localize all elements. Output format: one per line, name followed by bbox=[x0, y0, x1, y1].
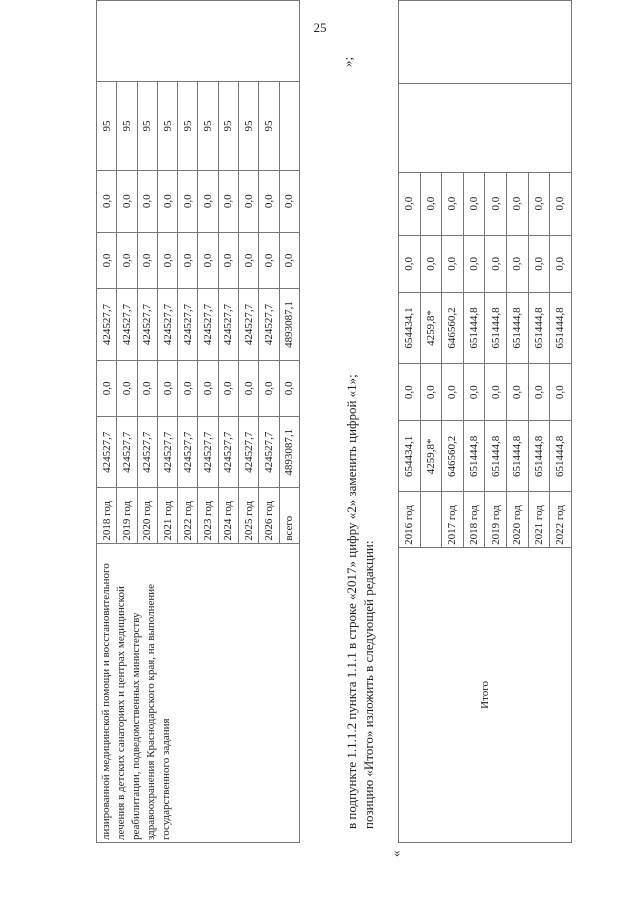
value-cell: 424527,7 bbox=[157, 416, 177, 487]
value-cell: 0,0 bbox=[399, 364, 421, 421]
value-cell: 424527,7 bbox=[97, 289, 117, 360]
value-cell: 424527,7 bbox=[117, 416, 137, 487]
value-cell: 424527,7 bbox=[178, 289, 198, 360]
value-cell: 424527,7 bbox=[239, 289, 259, 360]
value-cell: 0,0 bbox=[550, 364, 572, 421]
value-cell: 95 bbox=[198, 82, 218, 170]
value-cell: 0,0 bbox=[528, 364, 550, 421]
value-cell: 0,0 bbox=[506, 235, 528, 292]
value-cell: 0,0 bbox=[157, 170, 177, 232]
value-cell: 424527,7 bbox=[157, 289, 177, 360]
value-cell: 0,0 bbox=[485, 172, 507, 235]
value-cell: 0,0 bbox=[528, 235, 550, 292]
value-cell: 0,0 bbox=[97, 170, 117, 232]
value-cell bbox=[279, 82, 299, 170]
year-cell: 2026 год bbox=[259, 488, 279, 543]
row-description: лизированной медицинской помощи и восстановительного лечения в детских санаториях и центрах медицинской реабилитации, подведомственных министерству здравоохранения Краснодарского края, на выполнение государственного задания bbox=[97, 543, 300, 842]
value-cell: 95 bbox=[97, 82, 117, 170]
value-cell: 95 bbox=[259, 82, 279, 170]
value-cell: 0,0 bbox=[198, 360, 218, 416]
value-cell: 0,0 bbox=[97, 360, 117, 416]
value-cell: 95 bbox=[137, 82, 157, 170]
value-cell: 0,0 bbox=[259, 360, 279, 416]
value-cell: 0,0 bbox=[463, 172, 485, 235]
value-cell: 424527,7 bbox=[259, 416, 279, 487]
value-cell: 0,0 bbox=[463, 235, 485, 292]
value-cell: 424527,7 bbox=[218, 289, 238, 360]
value-cell: 424527,7 bbox=[178, 416, 198, 487]
value-cell: 0,0 bbox=[420, 364, 442, 421]
empty-cell bbox=[399, 84, 572, 172]
value-cell: 0,0 bbox=[442, 235, 464, 292]
table-bottom bbox=[398, 0, 572, 843]
value-cell: 651444,8 bbox=[528, 292, 550, 363]
year-cell: 2019 год bbox=[117, 488, 137, 543]
page-number: 25 bbox=[313, 20, 327, 35]
value-cell: 651444,8 bbox=[463, 292, 485, 363]
value-cell: 0,0 bbox=[137, 232, 157, 288]
year-cell: 2019 год bbox=[485, 492, 507, 547]
value-cell: 0,0 bbox=[399, 235, 421, 292]
value-cell: 0,0 bbox=[218, 232, 238, 288]
value-cell: 424527,7 bbox=[137, 416, 157, 487]
value-cell: 0,0 bbox=[97, 232, 117, 288]
year-cell bbox=[420, 492, 442, 547]
value-cell: 424527,7 bbox=[239, 416, 259, 487]
year-cell: 2022 год bbox=[550, 492, 572, 547]
total-label: Итого bbox=[399, 547, 572, 842]
year-cell: 2017 год bbox=[442, 492, 464, 547]
value-cell: 0,0 bbox=[178, 170, 198, 232]
value-cell: 0,0 bbox=[550, 172, 572, 235]
year-cell: 2025 год bbox=[239, 488, 259, 543]
value-cell: 424527,7 bbox=[198, 289, 218, 360]
value-cell: 0,0 bbox=[259, 232, 279, 288]
value-cell: 0,0 bbox=[485, 364, 507, 421]
value-cell: 95 bbox=[239, 82, 259, 170]
paragraph-total-position: позицию «Итого» изложить в следующей редакции: bbox=[361, 540, 376, 829]
value-cell: 651444,8 bbox=[463, 421, 485, 492]
value-cell: 424527,7 bbox=[218, 416, 238, 487]
value-cell: 0,0 bbox=[506, 172, 528, 235]
value-cell: 0,0 bbox=[218, 360, 238, 416]
year-cell: 2018 год bbox=[463, 492, 485, 547]
year-cell: 2023 год bbox=[198, 488, 218, 543]
value-cell: 0,0 bbox=[259, 170, 279, 232]
value-cell: 651444,8 bbox=[485, 292, 507, 363]
value-cell: 95 bbox=[157, 82, 177, 170]
year-cell: 2021 год bbox=[157, 488, 177, 543]
year-cell: 2020 год bbox=[506, 492, 528, 547]
value-cell: 424527,7 bbox=[117, 289, 137, 360]
value-cell: 0,0 bbox=[442, 364, 464, 421]
value-cell: 651444,8 bbox=[528, 421, 550, 492]
value-cell: 0,0 bbox=[420, 172, 442, 235]
value-cell: 0,0 bbox=[157, 360, 177, 416]
table-row bbox=[97, 1, 117, 843]
value-cell: 95 bbox=[178, 82, 198, 170]
closing-quote-mark: »; bbox=[340, 56, 355, 67]
value-cell: 651444,8 bbox=[550, 292, 572, 363]
value-cell: 0,0 bbox=[178, 360, 198, 416]
year-cell: 2020 год bbox=[137, 488, 157, 543]
value-cell: 0,0 bbox=[506, 364, 528, 421]
value-cell: 646560,2 bbox=[442, 421, 464, 492]
value-cell: 0,0 bbox=[137, 170, 157, 232]
value-cell: 424527,7 bbox=[198, 416, 218, 487]
value-cell: 4259,8* bbox=[420, 292, 442, 363]
value-cell: 0,0 bbox=[117, 170, 137, 232]
year-cell: 2018 год bbox=[97, 488, 117, 543]
value-cell: 0,0 bbox=[399, 172, 421, 235]
value-cell: 0,0 bbox=[198, 232, 218, 288]
value-cell: 0,0 bbox=[442, 172, 464, 235]
value-cell: 4893087,1 bbox=[279, 416, 299, 487]
value-cell: 0,0 bbox=[178, 232, 198, 288]
table-top bbox=[96, 0, 300, 843]
value-cell: 654434,1 bbox=[399, 421, 421, 492]
year-cell: 2024 год bbox=[218, 488, 238, 543]
value-cell: 0,0 bbox=[218, 170, 238, 232]
value-cell: 646560,2 bbox=[442, 292, 464, 363]
value-cell: 4259,8* bbox=[420, 421, 442, 492]
empty-cell bbox=[97, 1, 300, 82]
year-cell: 2022 год bbox=[178, 488, 198, 543]
value-cell: 0,0 bbox=[463, 364, 485, 421]
value-cell: 95 bbox=[117, 82, 137, 170]
value-cell: 0,0 bbox=[117, 232, 137, 288]
table-row bbox=[399, 1, 421, 843]
value-cell: 651444,8 bbox=[550, 421, 572, 492]
opening-quote-mark: « bbox=[388, 850, 403, 857]
paragraph-amendment: в подпункте 1.1.1.2 пункта 1.1.1 в строке «2017» цифру «2» заменить цифрой «1»; bbox=[344, 374, 359, 829]
value-cell: 0,0 bbox=[528, 172, 550, 235]
value-cell: 424527,7 bbox=[97, 416, 117, 487]
value-cell: 0,0 bbox=[157, 232, 177, 288]
value-cell: 0,0 bbox=[279, 232, 299, 288]
value-cell: 424527,7 bbox=[137, 289, 157, 360]
value-cell: 0,0 bbox=[279, 360, 299, 416]
value-cell: 651444,8 bbox=[485, 421, 507, 492]
year-cell: 2021 год bbox=[528, 492, 550, 547]
value-cell: 424527,7 bbox=[259, 289, 279, 360]
value-cell: 0,0 bbox=[239, 170, 259, 232]
value-cell: 0,0 bbox=[239, 232, 259, 288]
value-cell: 0,0 bbox=[198, 170, 218, 232]
value-cell: 0,0 bbox=[117, 360, 137, 416]
value-cell: 0,0 bbox=[420, 235, 442, 292]
value-cell: 654434,1 bbox=[399, 292, 421, 363]
empty-cell bbox=[399, 1, 572, 84]
value-cell: 0,0 bbox=[550, 235, 572, 292]
year-cell: 2016 год bbox=[399, 492, 421, 547]
value-cell: 0,0 bbox=[239, 360, 259, 416]
value-cell: 0,0 bbox=[137, 360, 157, 416]
value-cell: 651444,8 bbox=[506, 421, 528, 492]
value-cell: 95 bbox=[218, 82, 238, 170]
value-cell: 651444,8 bbox=[506, 292, 528, 363]
value-cell: 0,0 bbox=[279, 170, 299, 232]
value-cell: 4893087,1 bbox=[279, 289, 299, 360]
year-cell: всего bbox=[279, 488, 299, 543]
value-cell: 0,0 bbox=[485, 235, 507, 292]
